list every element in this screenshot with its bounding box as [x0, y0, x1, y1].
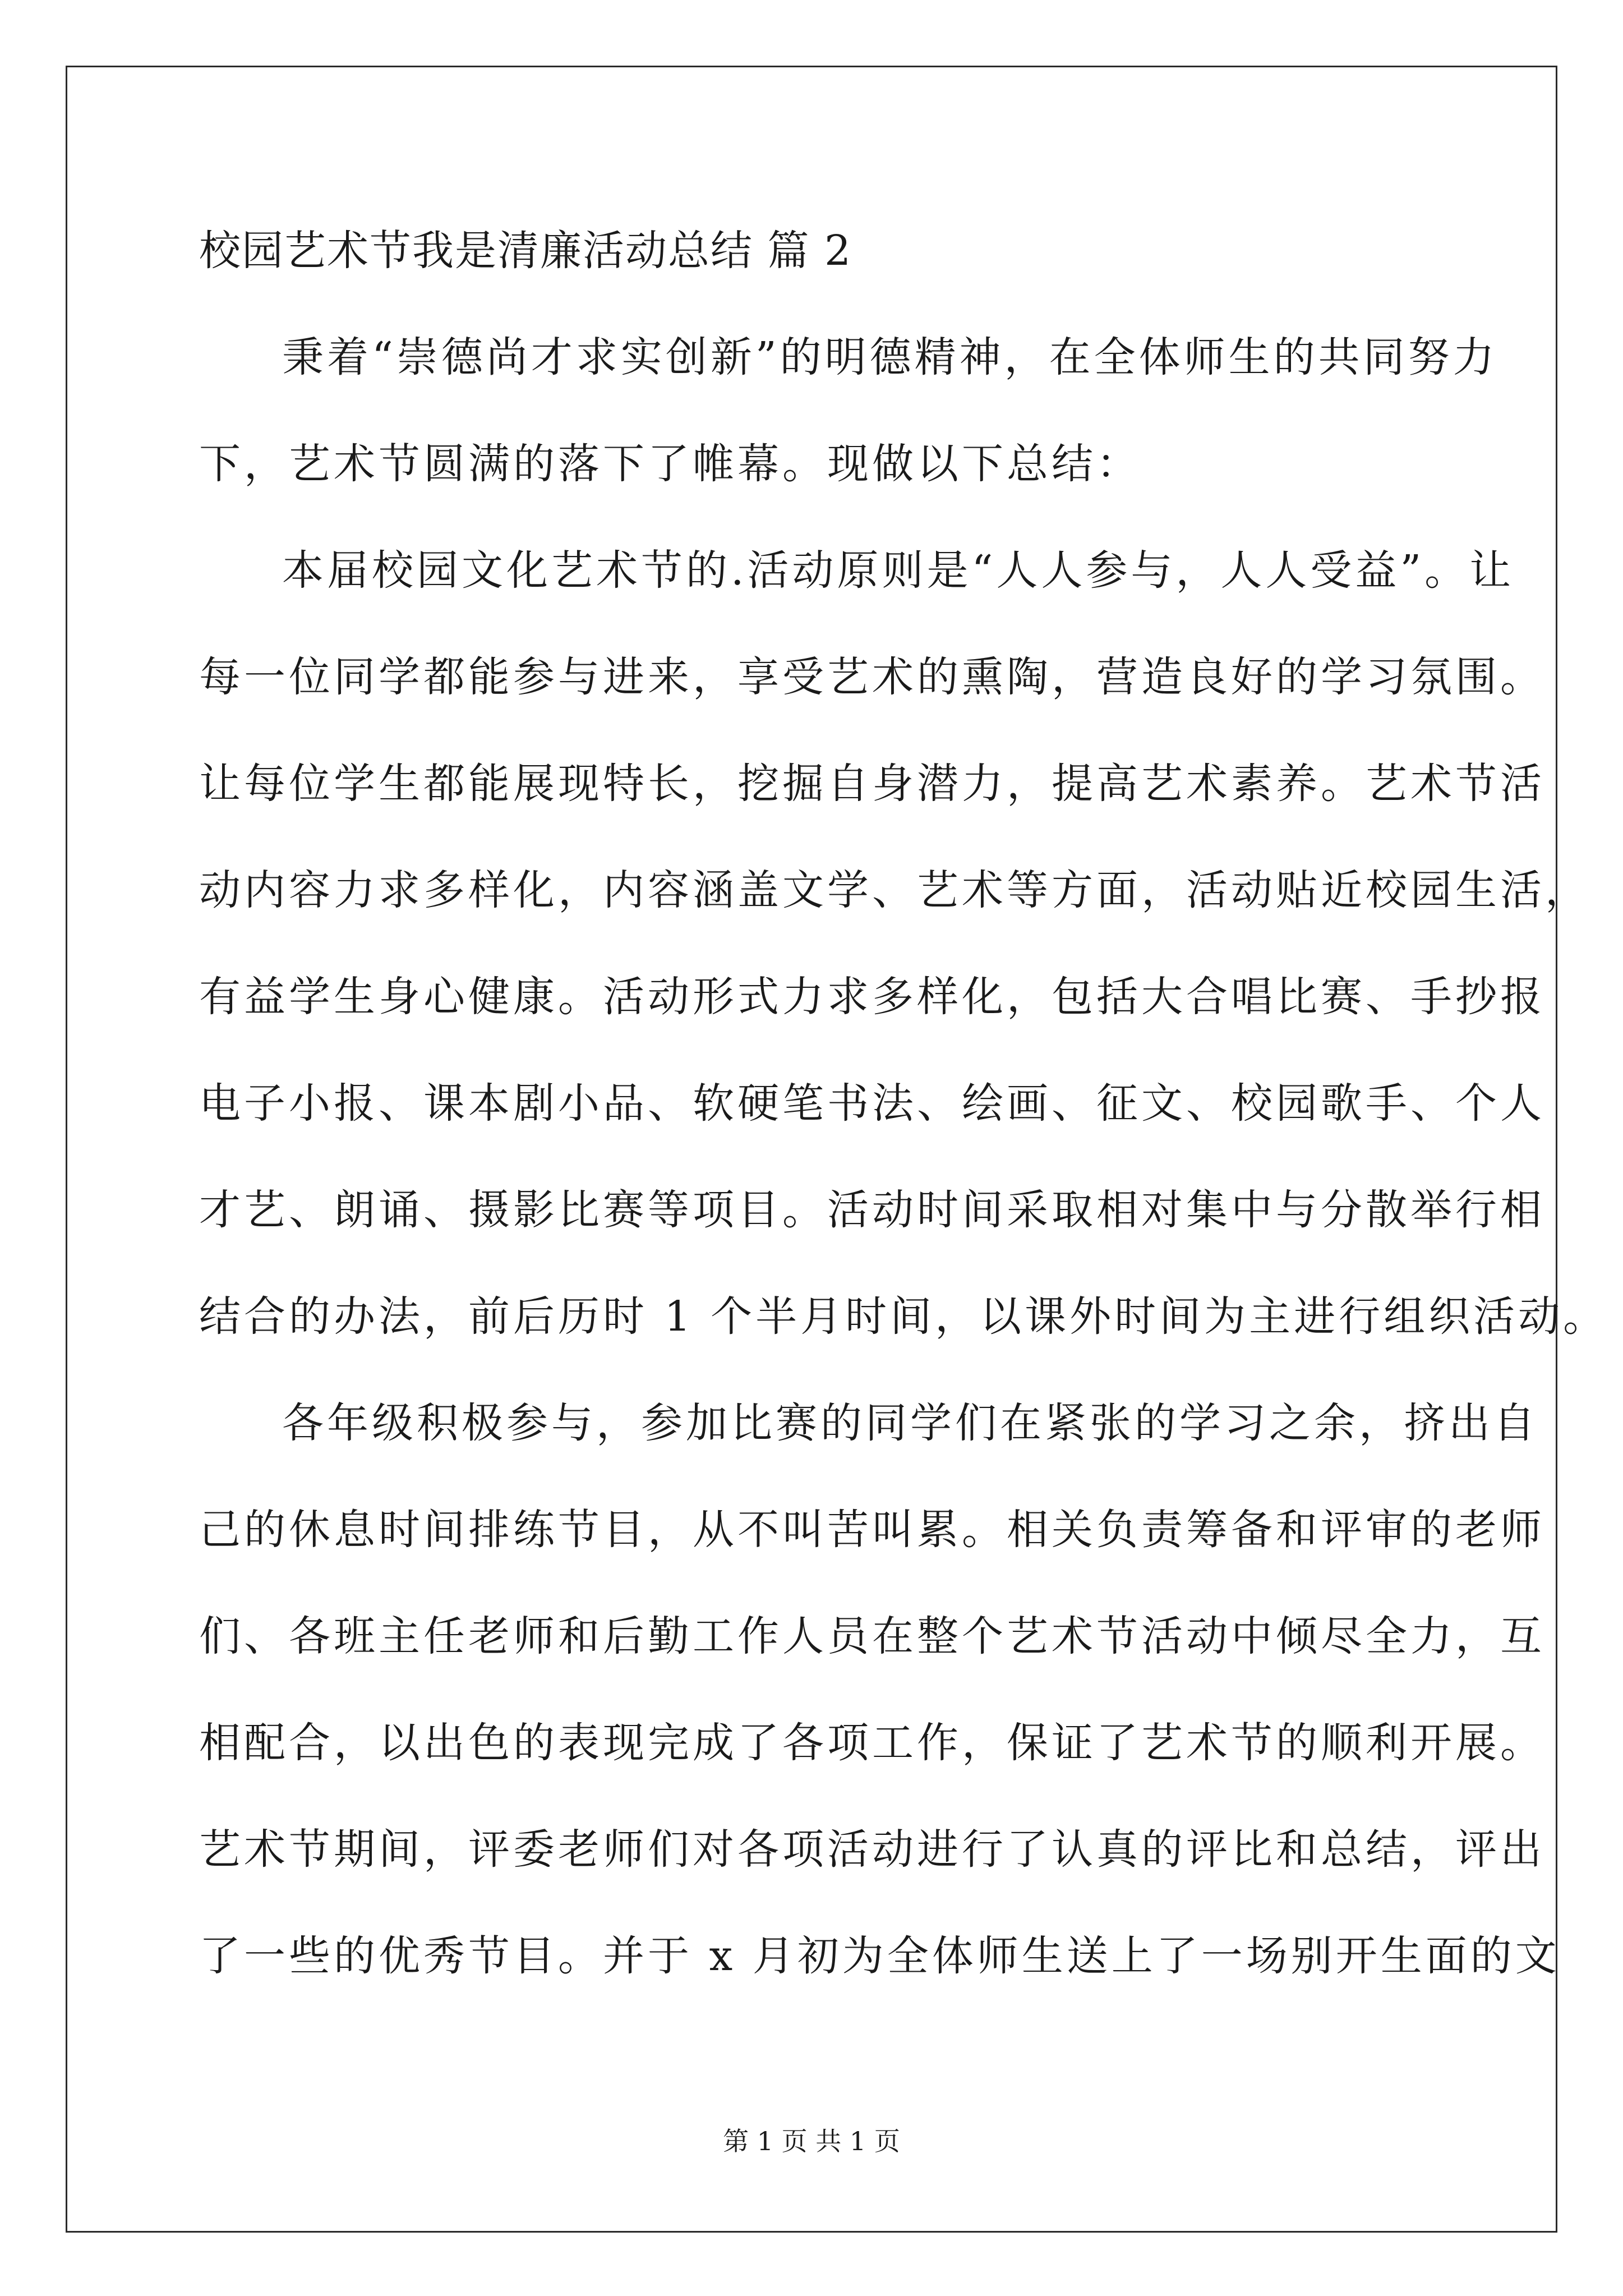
paragraph-1-line-2: 下，艺术节圆满的落下了帷幕。现做以下总结：	[199, 440, 1141, 488]
paragraph-2-line-3: 让每位学生都能展现特长，挖掘自身潜力，提高艺术素养。艺术节活	[199, 760, 1545, 808]
paragraph-1-line-1: 秉着“崇德尚才求实创新”的明德精神，在全体师生的共同努力	[282, 333, 1498, 381]
paragraph-2-line-4: 动内容力求多样化，内容涵盖文学、艺术等方面，活动贴近校园生活，	[199, 866, 1590, 914]
paragraph-3-line-2: 己的休息时间排练节目，从不叫苦叫累。相关负责筹备和评审的老师	[199, 1506, 1545, 1554]
paragraph-3-line-3: 们、各班主任老师和后勤工作人员在整个艺术节活动中倾尽全力，互	[199, 1612, 1545, 1660]
document-title: 校园艺术节我是清廉活动总结 篇 2	[199, 227, 852, 275]
paragraph-3-line-1: 各年级积极参与，参加比赛的同学们在紧张的学习之余，挤出自	[282, 1399, 1538, 1447]
paragraph-2-line-8: 结合的办法，前后历时 1 个半月时间，以课外时间为主进行组织活动。	[199, 1292, 1608, 1341]
paragraph-3-line-4: 相配合，以出色的表现完成了各项工作，保证了艺术节的顺利开展。	[199, 1719, 1545, 1767]
page-number-footer: 第 1 页 共 1 页	[723, 2126, 900, 2156]
paragraph-3-line-6: 了一些的优秀节目。并于 x 月初为全体师生送上了一场别开生面的文	[199, 1932, 1560, 1980]
paragraph-3-line-5: 艺术节期间，评委老师们对各项活动进行了认真的评比和总结，评出	[199, 1825, 1545, 1874]
paragraph-2-line-2: 每一位同学都能参与进来，享受艺术的熏陶，营造良好的学习氛围。	[199, 653, 1545, 701]
paragraph-2-line-7: 才艺、朗诵、摄影比赛等项目。活动时间采取相对集中与分散举行相	[199, 1186, 1545, 1234]
paragraph-2-line-1: 本届校园文化艺术节的.活动原则是“人人参与，人人受益”。让	[282, 546, 1515, 595]
paragraph-2-line-5: 有益学生身心健康。活动形式力求多样化，包括大合唱比赛、手抄报	[199, 973, 1545, 1021]
paragraph-2-line-6: 电子小报、课本剧小品、软硬笔书法、绘画、征文、校园歌手、个人	[199, 1079, 1545, 1128]
page-border	[66, 66, 1557, 2233]
